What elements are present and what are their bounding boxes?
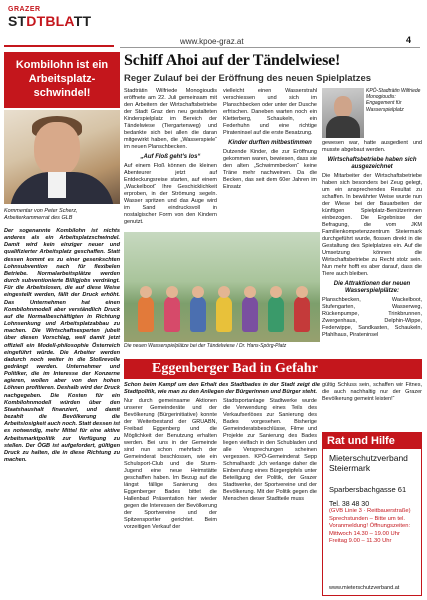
logo-title	[8, 13, 91, 29]
advert-hours: (GVB Linie 3 · Reitbauerstraße) Sprechstunden – Bitte um tel. Voranmeldung! Öffnungszeiten: Mittwoch 14.30 – 19.00 Uhr Freitag 9.00 – 11.30 Uhr	[329, 508, 411, 545]
left-column	[4, 52, 120, 596]
advert-phone: Tel. 38 48 30	[329, 501, 370, 508]
column-text: Stadträtin Wilfriede Monogioudis eröffnete am 22. Juli gemeinsam mit den Arbeitern der Wirtschaftsbetriebe der Stadt Graz den neu gestalteten Kinderspielplatz im Bereich der Tändelwiese (Tiergartenweg) und bedankte sich bei allen die daran mitgewirkt haben, die „Wasserspiele“ im neuen Planschbecken.	[124, 88, 217, 150]
logo-part-a: ST	[8, 13, 27, 29]
header-rule	[120, 47, 420, 48]
logo-part-c: TT	[73, 13, 92, 29]
column-text: gewesen war, hatte ausgedient und musste abgebaut werden.	[322, 140, 422, 153]
logo-underline	[4, 45, 114, 47]
column-text: Die Mitarbeiter der Wirtschaftsbetriebe haben sich besonders bei Zeug gelegt, um ein ansprechendes Resultat zu schaffen. In bewährter Weise wurde nun der Wiese bei der Bauarbeiten der künftigen Spielplatz-Benützerinnen einbezogen. Die Ergebnisse der Befragung, die vom JKM Familienkompetenzzentrum Steiermark durchgeführt wurde, flossen direkt in die Gestaltung des Spielplatzes ein. Auf die Umsetzung können die Wirtschaftsbetriebe zu Recht stolz sein. Nun mehr hofft es aber darauf, dass die Tiere auch bleiben.	[322, 173, 422, 277]
article2-title: Eggenberger Bad in Gefahr	[124, 359, 422, 379]
commentary-text: Der sogenannte Kombilohn ist nichts anderes als ein Arbeitsplatzschwindel. Damit wird kein einziger neuer und qualifizierter Arbeitsplatz geschaffen. Statt dessen kommt es zu einer gesenkschten Lohnsubvention nach für flexibelen Betriebe. Normalarbeitsplätze werden durch subventionierte Billigjobs verdrängt. Für die Arbeitslosen, die auf diese Weise eingestellt werden, fällt der Druck erhöht. Das Unternehmen hat einen Kombilohnmodell aber verständlich Druck auf die Normalbeschäftigten in Richtung Lohnsenkung und Arbeitsplatzabbau zu machen. Die Wirtschaftsexperten jubelt über diesen Vorschlag, weil damit jetzt offiziell ein Modell-philosophie Österreich eingeführt würde. Die Arbeiter werden dadurch noch weiter in die Stoßrevolle gedrängt werden. Unternehmer und Politiker, die im Interesse der Konzerne agieren, wollen aber von den hohen Löhnen profitieren. Deshalb wird der Druck nachgegeben. Die Kosten für ein Kombilohnmodell würden über den Staatshaushalt finanziert, und damit bezahlt die Bevölkerung die Arbeitslosigkeit auch noch. Statt dessen ist es notwendig, mehr Mittel für eine aktive Arbeitsmarktpolitik zur Verfügung zu stellen. Der ÖGB ist aufgefordert, gültigen Druck zu halten, die in diese Richtung zu machen.	[4, 228, 120, 463]
logo-part-b: DTBLA	[26, 13, 74, 29]
header-url: www.kpoe-graz.at	[180, 37, 244, 46]
column-subheading: Wirtschaftsbetriebe haben sich ausgezeichnet	[327, 157, 417, 170]
column-subheading: „Auf Floß geht’s los“	[140, 154, 201, 160]
article-column-3	[322, 140, 422, 339]
article-column-2	[223, 88, 317, 191]
playground-caption: Die neuen Wasserspielplätze bei der Tändelwiese / Dr. Hans-Spörg-Platz	[124, 343, 287, 349]
advert-box	[322, 432, 422, 596]
councillor-photo	[322, 88, 364, 138]
advert-website[interactable]: www.mieterschutzverband.at	[329, 585, 400, 591]
advert-organisation: Mieterschutzverband Steiermark	[329, 453, 408, 473]
article-column-1	[124, 88, 217, 226]
councillor-caption: KPÖ-Stadträtin Wilfriede Monogioudis: Engagement für Wasserspielplatz	[366, 88, 421, 113]
playground-photo	[124, 232, 320, 342]
author-photo	[4, 110, 120, 204]
page-number: 4	[406, 35, 412, 45]
newspaper-logo	[4, 4, 119, 44]
article2-lead: Schon beim Kampf um den Erhalt des Stadtbades in der Stadt zeigt die Stadtpolitik, wie man zu den Anliegen der Bürgerinnen und Bürger steht.	[124, 382, 320, 395]
commentary-title-box: Kombilohn ist ein Arbeitsplatz-schwindel!	[4, 52, 120, 108]
article2-column-3: gültig Schluss sein, schaffen wir Fitnes, die auch nachhaltig nur der Grazer Bevölkerung gemeint leisten!“	[322, 382, 422, 402]
advert-title: Rat und Hilfe	[323, 433, 421, 449]
article-subheadline: Reger Zulauf bei der Eröffnung des neuen Spielplatzes	[124, 73, 372, 84]
column-text: Planschbecken, Wackelboot, Stufengarten, Wasserweg, Rückenpumpe, Trinkbrunnen, Zwergenhaus, Delphin-Wippe, Federwippe, Sandkasten, Schaukeln, Pfahlhaus, Pirateninsel	[322, 297, 422, 338]
article-headline: Schiff Ahoi auf der Tändelwiese!	[124, 52, 341, 69]
column-text: Auf einem Floß können die kleinen Abenteurer jetzt auf Entdeckungsreise starten, auf einem „Wackelboot“ Ihre Geschicklichkeit erproben, in der Strömung segeln. Wasser spritzen und das Auge wird im Sand eindrucksvoll in nostalgischer Form von den Kindern genutzt.	[124, 163, 217, 225]
article2-column-1: Nur durch gemeinsame Aktionen unserer Gemeinderäte und der Bevölkerung (Bürgerinitiative) konnte der Weiterbestand der GRUABN, Freibad Eggenberg und die Möglichkeit der Benutzung erhalten werden. Bei uns in der Gemeinde sind nun schon mehrfach der Gemeinderat beschlossen, wie ein Schulsport-Club und die Sturm-Jugend eine neue Heimstätte geschaffen haben. Im Bezug auf die längst fällige Sanierung des Eggenberger Bades bittet die Hallenbad Präsentation hier wieder gegen die Interessen der Bevölkerung der Sportvereine und der Spitzensportler gerichtet. Beim vorzeitigen Verkauf der	[124, 398, 217, 530]
column-text: vielleicht einen Wasserstrahl verschiessen und sich im Planschbecken oder unter der Dusche erfrischen. Daneben warten noch ein Kletterberg, Schaukeln, ein Federhuhn und eine richtige Pirateninsel auf die erste Besatzung.	[223, 88, 317, 136]
author-caption: Kommentar von Peter Scherz, Arbeiterkammerrat des GLB	[4, 208, 78, 221]
column-text: Dutzende Kinder, die zur Eröffnung gekommen waren, bewiesen, dass sie den alten „Schwimmbecken“ keine Träne mehr nachweinen. Da die Becken, das seit dem 60er Jahren im Einsatz	[223, 149, 317, 190]
advert-info	[329, 501, 419, 545]
column-subheading: Kinder durften mitbestimmen	[228, 140, 312, 146]
column-subheading: Die Attraktionen der neuen Wasserspielplätze:	[333, 281, 411, 294]
logo-prefix: GRAZER	[8, 6, 41, 13]
article2-column-2: Stadtsportanlage Stadtwerke wurde die Verwendung eines Teils des Verkaufserlöses zur Sanierung des Bades vorgesehen. Bisherige Gemeinderatsbeschlüsse, Filme und Projekte zur Sanierung des Bades liegen vielfach in den Schubladen und alle Versprechungen scheinen vergessen. KPÖ-Gemeinderat Sepp Schmalhardt: „Ich verlange daher die Einberufung eines Bürgergipfels unter Beteiligung der Politik, der Grazer Stadtwerke, der Sportvereine und der Bevölkerung. Mit der Politik gegen die Menschen dieser Stadtteile muss	[223, 398, 317, 502]
advert-address: Sparbersbachgasse 61	[329, 485, 407, 494]
